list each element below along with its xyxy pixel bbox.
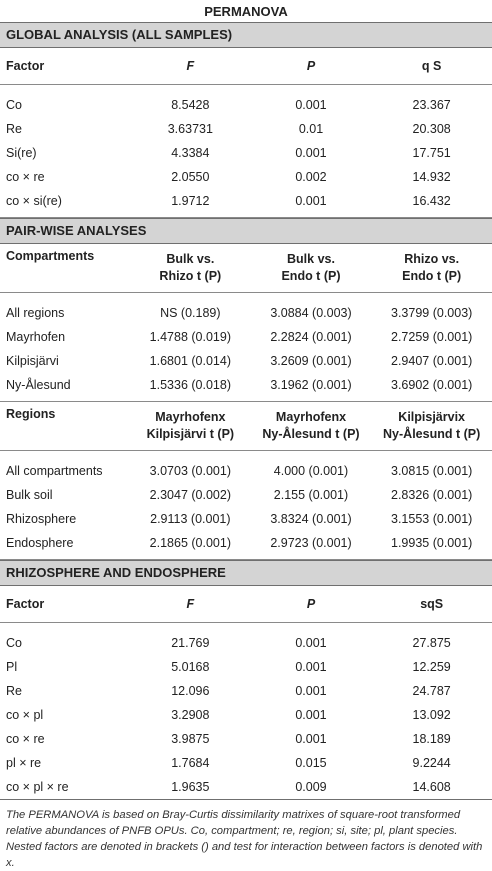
- cell-sqs: 24.787: [412, 684, 451, 698]
- section-heading-global: GLOBAL ANALYSIS (ALL SAMPLES): [0, 22, 492, 48]
- col-header-mayrhofen-nyalesund: Mayrhofenx Ny-Ålesund t (P): [251, 402, 372, 451]
- cell-value: 2.9407 (0.001): [391, 354, 473, 368]
- cell-f: 1.7684: [171, 756, 210, 770]
- col-header-f: F: [130, 48, 251, 85]
- cell-value: NS (0.189): [160, 306, 221, 320]
- table-row: [0, 373, 492, 402]
- cell-value: 2.3047 (0.002): [149, 488, 231, 502]
- table-header-row: [0, 244, 492, 293]
- row-label: Mayrhofen: [6, 330, 66, 344]
- table-row: [0, 325, 492, 349]
- cell-f: 12.096: [171, 684, 210, 698]
- cell-value: 2.8326 (0.001): [391, 488, 473, 502]
- table-row: [0, 293, 492, 326]
- cell-sqs: 18.189: [412, 732, 451, 746]
- cell-p: 0.001: [295, 684, 327, 698]
- row-label: All regions: [6, 306, 65, 320]
- cell-qs: 23.367: [412, 98, 451, 112]
- cell-f: 3.63731: [167, 122, 213, 136]
- col-header-factor: Factor: [0, 586, 130, 623]
- row-label: co × re: [6, 732, 45, 746]
- cell-f: 1.9712: [130, 189, 251, 218]
- col-header-p: P: [251, 48, 372, 85]
- cell-p: 0.001: [295, 636, 327, 650]
- col-header-factor: Factor: [0, 48, 130, 85]
- cell-value: 1.9935 (0.001): [371, 531, 492, 560]
- row-label: Endosphere: [0, 531, 130, 560]
- cell-value: 2.9113 (0.001): [150, 512, 231, 526]
- row-label: Re: [6, 122, 22, 136]
- cell-sqs: 13.092: [412, 708, 451, 722]
- compartments-table: [0, 244, 492, 402]
- table-footnote: The PERMANOVA is based on Bray-Curtis dissimilarity matrixes of square-root transformed relative abundances of PNFB OPUs. Co, compartment; re, region; si, site; pl, plant species. Nested factors are denoted in brackets () and test for interaction between factors is denoted with x.: [0, 799, 492, 871]
- row-label: co × re: [6, 170, 45, 184]
- cell-f: 8.5428: [171, 98, 210, 112]
- row-label: Co: [6, 636, 22, 650]
- table-row: [0, 703, 492, 727]
- table-row: [0, 727, 492, 751]
- table-row: [0, 117, 492, 141]
- col-header-regions: Regions: [0, 402, 130, 451]
- row-label: Kilpisjärvi: [6, 354, 59, 368]
- cell-p: 0.01: [298, 122, 324, 136]
- cell-f: 4.3384: [171, 146, 210, 160]
- cell-p: 0.001: [295, 660, 327, 674]
- cell-value: 1.6801 (0.014): [149, 354, 231, 368]
- row-label: co × pl × re: [6, 780, 69, 794]
- cell-value: 2.9723 (0.001): [251, 531, 372, 560]
- col-header-bulk-rhizo: Bulk vs. Rhizo t (P): [130, 244, 251, 293]
- col-header-kilpisjarvi-nyalesund: Kilpisjärvix Ny-Ålesund t (P): [371, 402, 492, 451]
- row-label: co × si(re): [0, 189, 130, 218]
- regions-table: [0, 402, 492, 560]
- cell-f: 3.9875: [171, 732, 210, 746]
- table-row: [0, 751, 492, 775]
- global-analysis-table: [0, 48, 492, 218]
- cell-f: 1.9635: [171, 780, 210, 794]
- cell-sqs: 12.259: [412, 660, 451, 674]
- cell-value: 2.155 (0.001): [273, 488, 349, 502]
- col-header-sqs: sqS: [371, 586, 492, 623]
- cell-value: 1.5336 (0.018): [130, 373, 251, 402]
- cell-value: 2.2824 (0.001): [270, 330, 352, 344]
- cell-p: 0.002: [295, 170, 327, 184]
- row-label: co × pl: [6, 708, 44, 722]
- cell-p: 0.001: [295, 98, 327, 112]
- cell-p: 0.001: [251, 189, 372, 218]
- cell-p: 0.009: [295, 780, 327, 794]
- cell-value: 3.2609 (0.001): [270, 354, 352, 368]
- cell-value: 4.000 (0.001): [273, 464, 349, 478]
- row-label: All compartments: [6, 464, 103, 478]
- cell-f: 2.0550: [171, 170, 210, 184]
- table-row: [0, 507, 492, 531]
- col-header-p: P: [251, 586, 372, 623]
- cell-value: 3.3799 (0.003): [391, 306, 473, 320]
- col-header-qs: q S: [371, 48, 492, 85]
- cell-sqs: 9.2244: [412, 756, 451, 770]
- cell-qs: 17.751: [412, 146, 451, 160]
- table-title: PERMANOVA: [204, 4, 288, 19]
- rhizosphere-endosphere-table: [0, 586, 492, 799]
- cell-value: 3.1553 (0.001): [391, 512, 473, 526]
- table-header-row: [0, 586, 492, 623]
- table-row: [0, 679, 492, 703]
- table-row: [0, 189, 492, 218]
- cell-qs: 14.932: [412, 170, 451, 184]
- cell-qs: 20.308: [412, 122, 451, 136]
- table-row: [0, 141, 492, 165]
- col-header-compartments: Compartments: [0, 244, 130, 293]
- cell-f: 5.0168: [171, 660, 210, 674]
- cell-value: 3.8324 (0.001): [270, 512, 352, 526]
- table-header-row: [0, 48, 492, 85]
- table-row: [0, 451, 492, 484]
- cell-f: 21.769: [171, 636, 210, 650]
- table-row: [0, 349, 492, 373]
- section-heading-rhizo-endo: RHIZOSPHERE AND ENDOSPHERE: [0, 560, 492, 586]
- row-label: Re: [6, 684, 22, 698]
- row-label: Rhizosphere: [6, 512, 77, 526]
- cell-value: 3.0703 (0.001): [149, 464, 231, 478]
- col-header-mayrhofen-kilpisjarvi: Mayrhofenx Kilpisjärvi t (P): [130, 402, 251, 451]
- cell-qs: 16.432: [371, 189, 492, 218]
- table-header-row: [0, 402, 492, 451]
- col-header-f: F: [130, 586, 251, 623]
- table-row: [0, 165, 492, 189]
- row-label: Pl: [6, 660, 18, 674]
- table-row: [0, 483, 492, 507]
- table-row: [0, 85, 492, 118]
- cell-value: 3.0815 (0.001): [391, 464, 473, 478]
- cell-value: 1.4788 (0.019): [149, 330, 231, 344]
- section-heading-pairwise: PAIR-WISE ANALYSES: [0, 218, 492, 244]
- table-row: [0, 655, 492, 679]
- row-label: Bulk soil: [6, 488, 53, 502]
- table-row: [0, 531, 492, 560]
- row-label: Co: [6, 98, 22, 112]
- cell-value: 3.6902 (0.001): [371, 373, 492, 402]
- cell-value: 3.0884 (0.003): [270, 306, 352, 320]
- table-row: [0, 775, 492, 799]
- cell-value: 2.1865 (0.001): [130, 531, 251, 560]
- cell-sqs: 27.875: [412, 636, 451, 650]
- cell-value: 3.1962 (0.001): [251, 373, 372, 402]
- cell-f: 3.2908: [171, 708, 210, 722]
- cell-p: 0.001: [295, 146, 327, 160]
- cell-p: 0.001: [295, 708, 327, 722]
- cell-p: 0.015: [295, 756, 327, 770]
- cell-p: 0.001: [295, 732, 327, 746]
- row-label: Ny-Ålesund: [0, 373, 130, 402]
- col-header-rhizo-endo: Rhizo vs. Endo t (P): [371, 244, 492, 293]
- cell-value: 2.7259 (0.001): [391, 330, 473, 344]
- table-row: [0, 623, 492, 656]
- row-label: pl × re: [6, 756, 42, 770]
- cell-sqs: 14.608: [412, 780, 451, 794]
- row-label: Si(re): [6, 146, 37, 160]
- col-header-bulk-endo: Bulk vs. Endo t (P): [251, 244, 372, 293]
